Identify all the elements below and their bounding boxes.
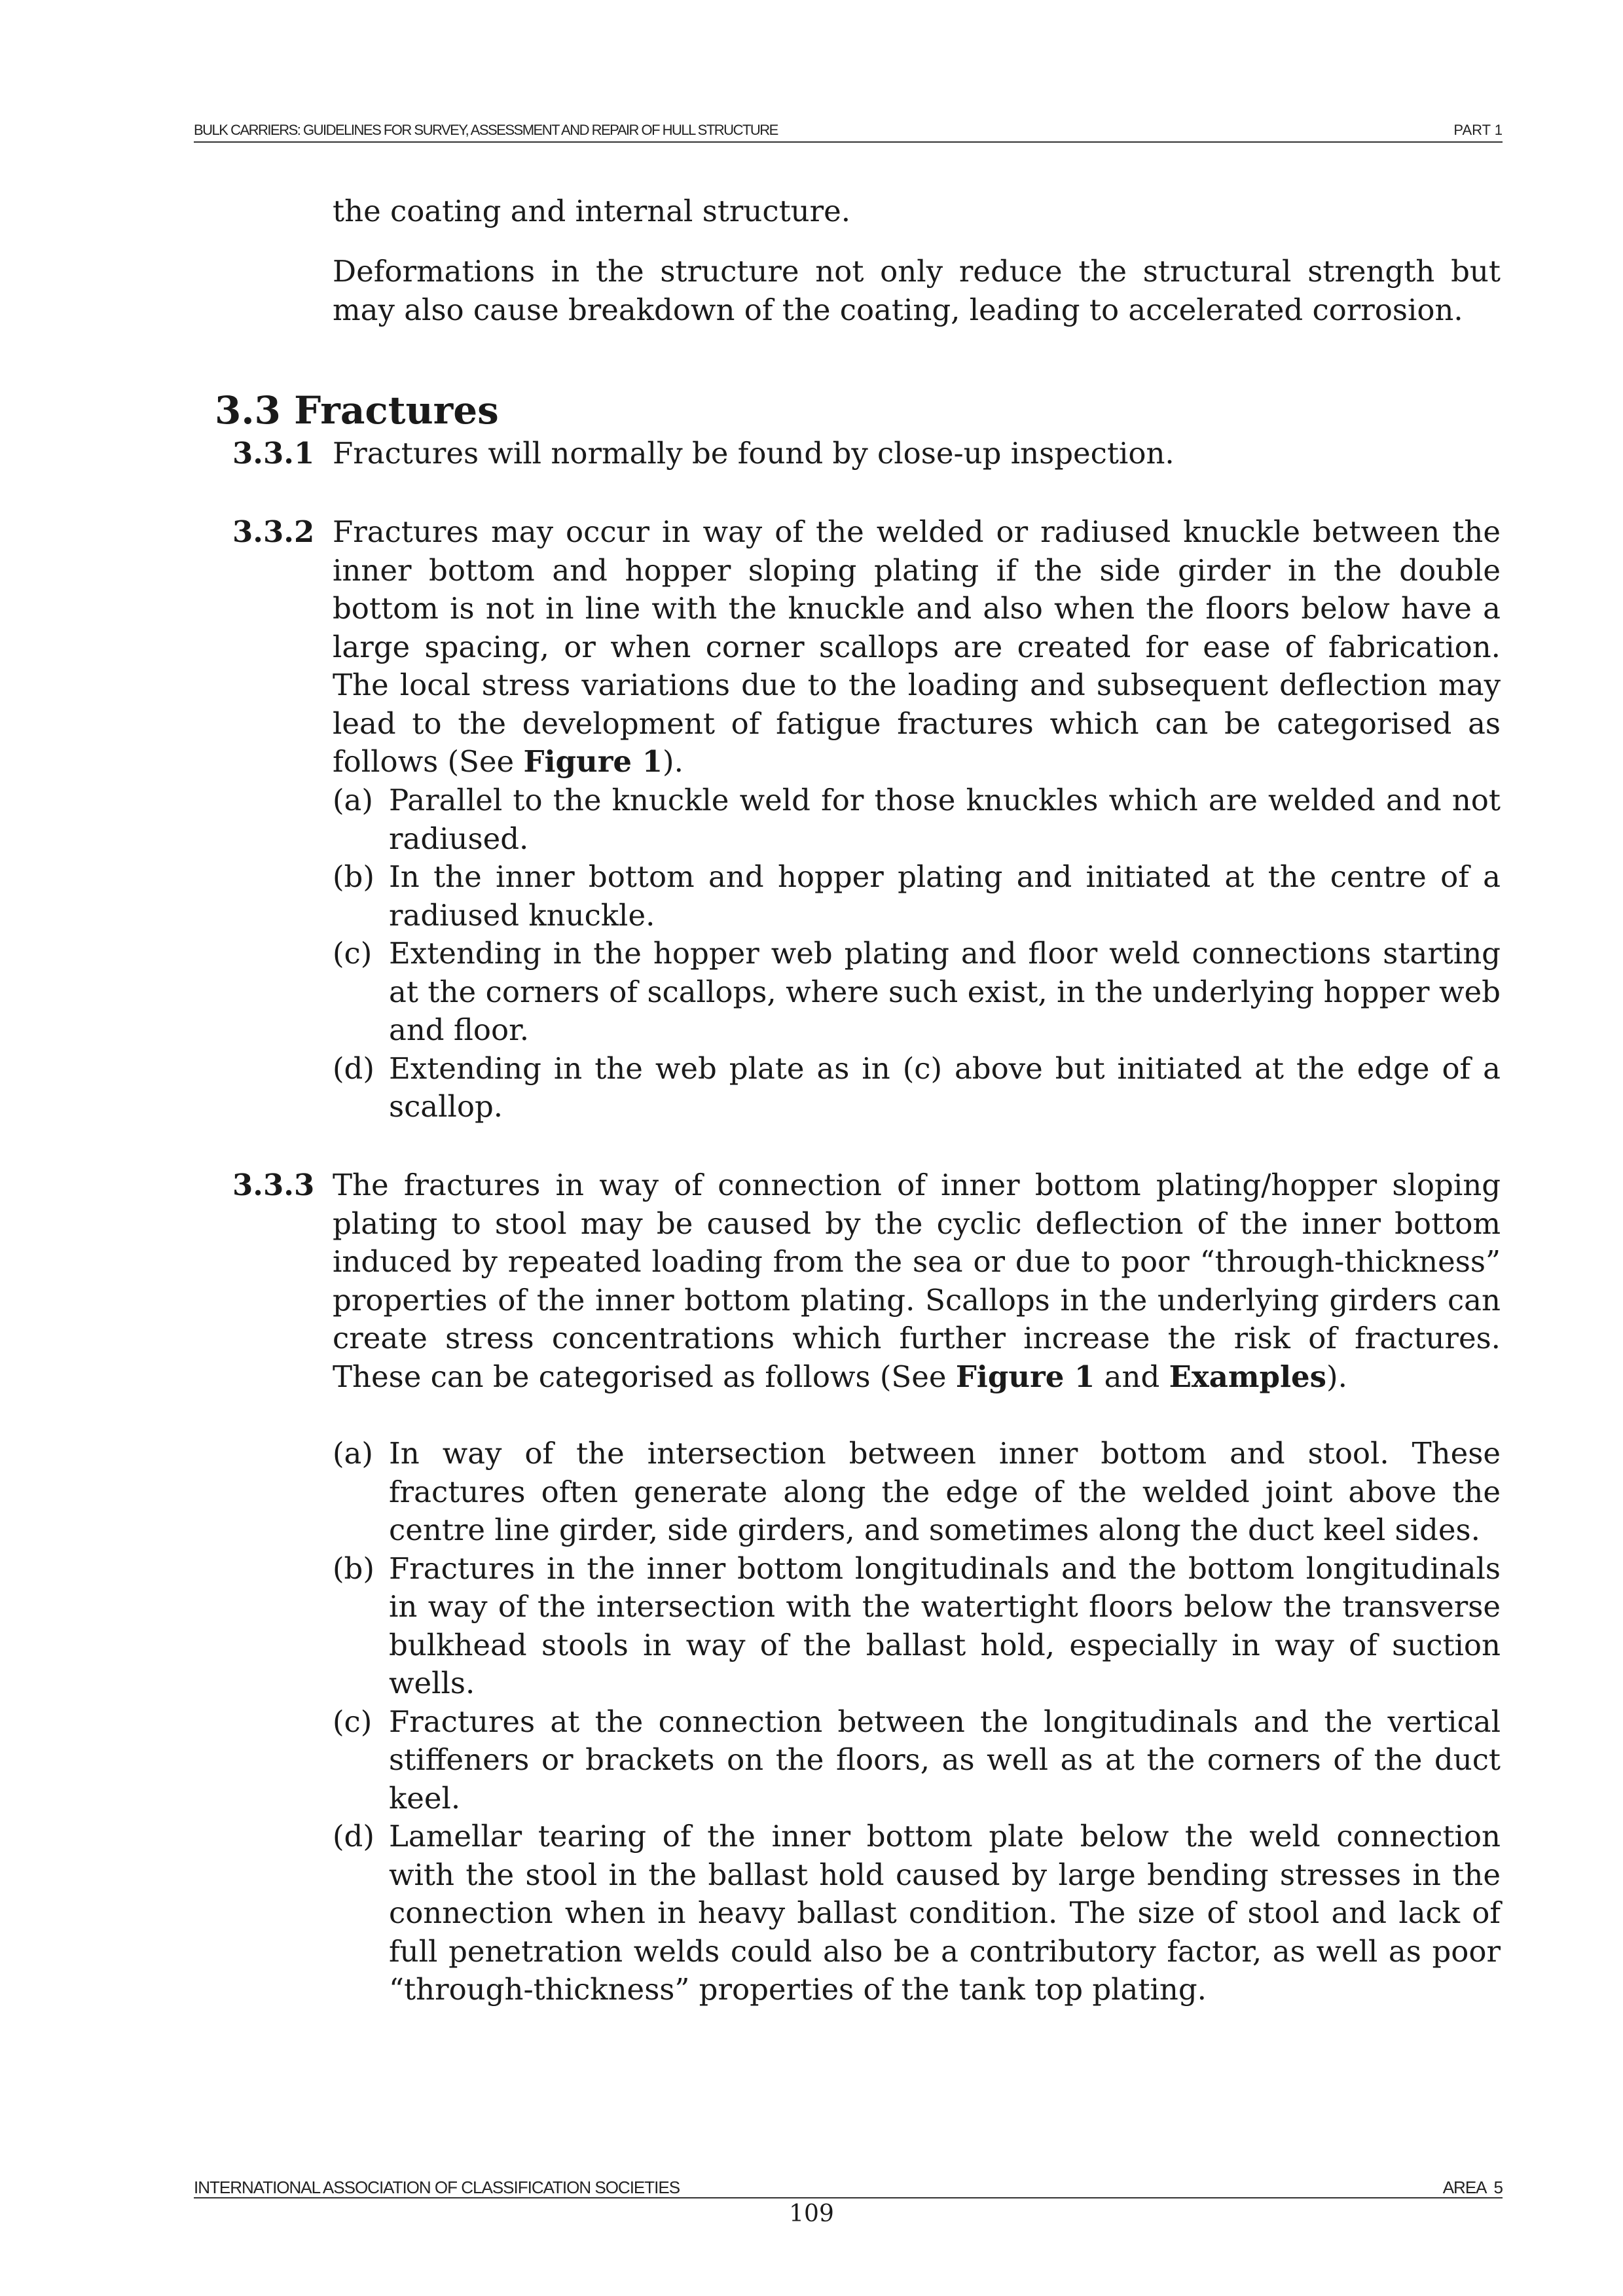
footer-area: AREA 5 [1442,2178,1503,2197]
footer-organization: INTERNATIONAL ASSOCIATION OF CLASSIFICATION SOCIETIES [194,2178,680,2197]
clause-number-3-3-3: 3.3.3 [232,1168,315,1202]
clause-text-3-3-3-mid: and [1095,1359,1169,1394]
figure-reference: Figure 1 [955,1359,1095,1394]
clause-3-3-2-list [333,781,1501,1126]
list-item [333,1435,1501,1550]
clause-3-3-3-list [333,1435,1501,2009]
list-item-label: (c) [333,936,373,971]
clause-text-3-3-2-end: ). [663,744,684,779]
list-item [333,1550,1501,1703]
header-part: PART 1 [1453,122,1503,138]
figure-reference: Figure 1 [523,744,663,779]
list-item [333,781,1501,858]
list-item [333,1703,1501,1818]
list-item-text: Extending in the web plate as in (c) above but initiated at the edge of a scallop. [389,1050,1501,1124]
list-item-label: (d) [333,1050,374,1086]
list-item-label: (b) [333,1551,374,1586]
list-item-label: (a) [333,783,373,817]
header-title: BULK CARRIERS: GUIDELINES FOR SURVEY, ASSESSMENT AND REPAIR OF HULL STRUCTURE [194,122,778,138]
page-number: 109 [789,2200,834,2227]
list-item-text: Extending in the hopper web plating and floor weld connections starting at the corners of scallops, where such exist, in the underlying hopper web and floor. [389,936,1501,1047]
list-item-text: Parallel to the knuckle weld for those knuckles which are welded and not radiused. [389,783,1501,856]
intro-paragraph-1: the coating and internal structure. [333,194,851,228]
list-item-label: (a) [333,1436,373,1471]
intro-paragraph-2: Deformations in the structure not only reduce the structural strength but may also cause breakdown of the coating, leading to accelerated corrosion. [333,254,1501,327]
clause-text-3-3-2-main: Fractures may occur in way of the welded or radiused knuckle between the inner bottom and hopper sloping plating if the side girder in the double bottom is not in line with the knuckle and also when the floors below have a large spacing, or when corner scallops are created for ease of fabrication. The local stress variations due to the loading and subsequent deflection may lead to the development of fatigue fractures which can be categorised as follows (See [333,514,1501,779]
page-header [194,122,1503,143]
list-item [333,1050,1501,1126]
list-item-label: (d) [333,1819,374,1854]
clause-text-3-3-2 [333,513,1501,781]
list-item-text: Fractures at the connection between the longitudinals and the vertical stiffeners or brackets on the floors, as well as at the corners of the duct keel. [389,1704,1501,1816]
list-item-text: In the inner bottom and hopper plating and initiated at the centre of a radiused knuckle. [389,859,1501,933]
clause-text-3-3-3-end: ). [1326,1359,1347,1394]
list-item [333,935,1501,1050]
list-item-text: In way of the intersection between inner bottom and stool. These fractures often generate along the edge of the welded joint above the centre line girder, side girders, and sometimes along the duct keel sides. [389,1436,1501,1547]
list-item-label: (c) [333,1704,373,1739]
clause-text-3-3-3-main: The fractures in way of connection of inner bottom plating/hopper sloping plating to stool may be caused by the cyclic deflection of the inner bottom induced by repeated loading from the sea or due to poor “through-thickness” properties of the inner bottom plating. Scallops in the underlying girders can create stress concentrations which further increase the risk of fractures. These can be categorised as follows (See [333,1168,1501,1394]
clause-number-3-3-2: 3.3.2 [232,514,315,549]
examples-reference: Examples [1169,1359,1327,1394]
list-item [333,858,1501,935]
section-heading: 3.3 Fractures [215,388,499,433]
page-footer [194,2178,1503,2198]
list-item [333,1818,1501,2009]
list-item-label: (b) [333,859,374,894]
clause-text-3-3-3 [333,1166,1501,1396]
clause-text-3-3-1: Fractures will normally be found by close-up inspection. [333,436,1175,471]
list-item-text: Fractures in the inner bottom longitudinals and the bottom longitudinals in way of the intersection with the watertight floors below the transverse bulkhead stools in way of the ballast hold, especially in way of suction wells. [389,1551,1501,1700]
list-item-text: Lamellar tearing of the inner bottom plate below the weld connection with the stool in the ballast hold caused by large bending stresses in the connection when in heavy ballast condition. The size of stool and lack of full penetration welds could also be a contributory factor, as well as poor “through-thickness” properties of the tank top plating. [389,1819,1501,2007]
clause-number-3-3-1: 3.3.1 [232,436,315,471]
